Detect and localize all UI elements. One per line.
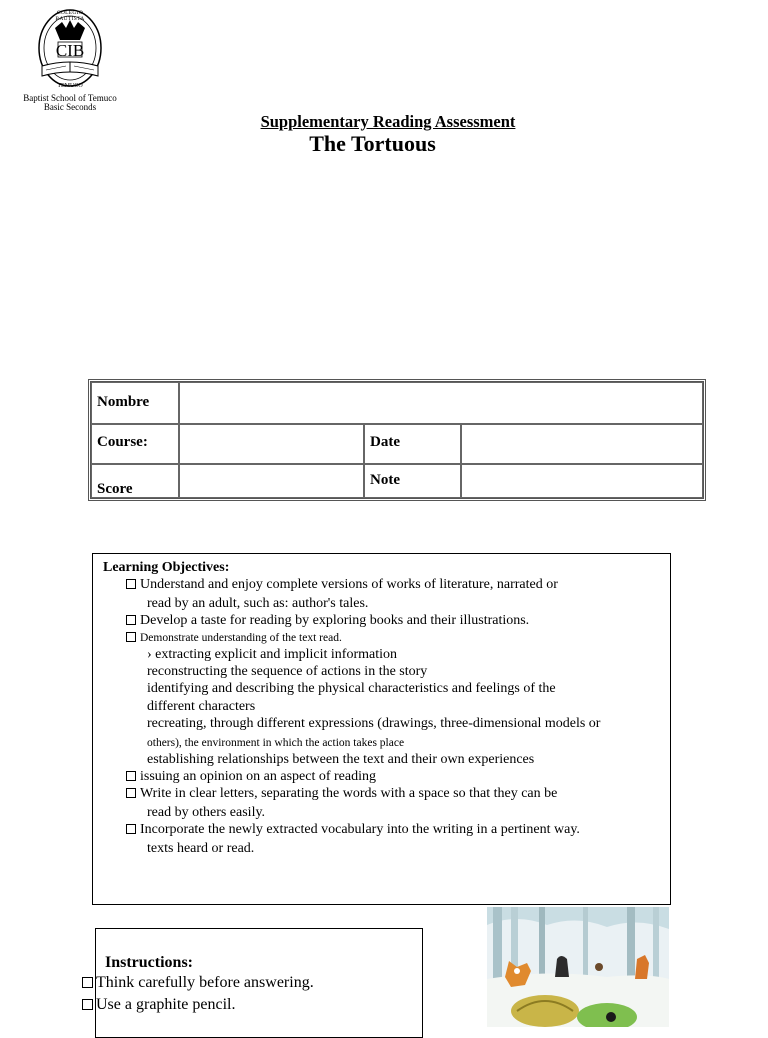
objective-line: reconstructing the sequence of actions in the story bbox=[147, 664, 428, 679]
objective-line: Demonstrate understanding of the text read. bbox=[126, 630, 342, 646]
objective-line: Incorporate the newly extracted vocabulary into the writing in a pertinent way. bbox=[126, 822, 580, 838]
objective-line: Develop a taste for reading by exploring books and their illustrations. bbox=[126, 613, 529, 629]
objective-line: Understand and enjoy complete versions of works of literature, narrated or bbox=[126, 577, 558, 593]
objective-line: texts heard or read. bbox=[147, 841, 255, 856]
story-title: The Tortuous bbox=[309, 131, 436, 156]
forest-animals-illustration-icon bbox=[487, 907, 669, 1027]
school-name: Baptist School of Temuco bbox=[23, 93, 117, 103]
objective-line: others), the environment in which the action takes place bbox=[147, 737, 405, 749]
score-label: Score bbox=[97, 481, 133, 497]
objective-line: › extracting explicit and implicit information bbox=[147, 647, 397, 662]
bullet-box-icon bbox=[126, 771, 136, 781]
objective-line: recreating, through different expressions (drawings, three-dimensional models or bbox=[147, 716, 601, 731]
instructions-title: Instructions: bbox=[105, 954, 194, 971]
date-input-cell[interactable] bbox=[461, 424, 703, 464]
seal-monogram: CIB bbox=[55, 41, 85, 60]
bullet-box-icon bbox=[82, 999, 93, 1010]
bullet-box-icon bbox=[126, 579, 136, 589]
objective-line: identifying and describing the physical characteristics and feelings of the bbox=[147, 681, 556, 696]
bullet-box-icon bbox=[126, 615, 136, 625]
note-label: Note bbox=[370, 472, 400, 488]
objective-line: read by others easily. bbox=[147, 805, 266, 820]
learning-objectives-box bbox=[92, 553, 671, 905]
seal-bottom-text: TEMUCO bbox=[57, 83, 83, 89]
course-input-cell[interactable] bbox=[179, 424, 364, 464]
story-illustration bbox=[487, 907, 669, 1027]
seal-top-text: COLEGIO BAUTISTA bbox=[55, 10, 85, 22]
objective-line: issuing an opinion on an aspect of reading bbox=[126, 769, 376, 785]
instruction-item: Use a graphite pencil. bbox=[82, 996, 236, 1014]
school-level: Basic Seconds bbox=[43, 102, 97, 112]
school-logo bbox=[22, 6, 118, 114]
objective-line: establishing relationships between the text and their own experiences bbox=[147, 752, 535, 767]
objective-line: different characters bbox=[147, 699, 256, 714]
bullet-box-icon bbox=[126, 788, 136, 798]
note-input-cell[interactable] bbox=[461, 464, 703, 498]
objectives-title: Learning Objectives: bbox=[103, 560, 230, 575]
score-input-cell[interactable] bbox=[179, 464, 364, 498]
instruction-item: Think carefully before answering. bbox=[82, 974, 314, 992]
document-title bbox=[0, 112, 768, 132]
objective-line: Write in clear letters, separating the words with a space so that they can be bbox=[126, 786, 557, 802]
course-label: Course: bbox=[97, 434, 148, 450]
name-input-cell[interactable] bbox=[179, 382, 703, 424]
document-title-text: Supplementary Reading Assessment bbox=[260, 112, 516, 131]
bullet-box-icon bbox=[126, 632, 136, 642]
date-label: Date bbox=[370, 434, 400, 450]
bullet-box-icon bbox=[82, 977, 93, 988]
objective-line: read by an adult, such as: author's tales. bbox=[147, 596, 369, 611]
student-info-table bbox=[88, 379, 706, 501]
bullet-box-icon bbox=[126, 824, 136, 834]
name-label: Nombre bbox=[97, 394, 150, 410]
